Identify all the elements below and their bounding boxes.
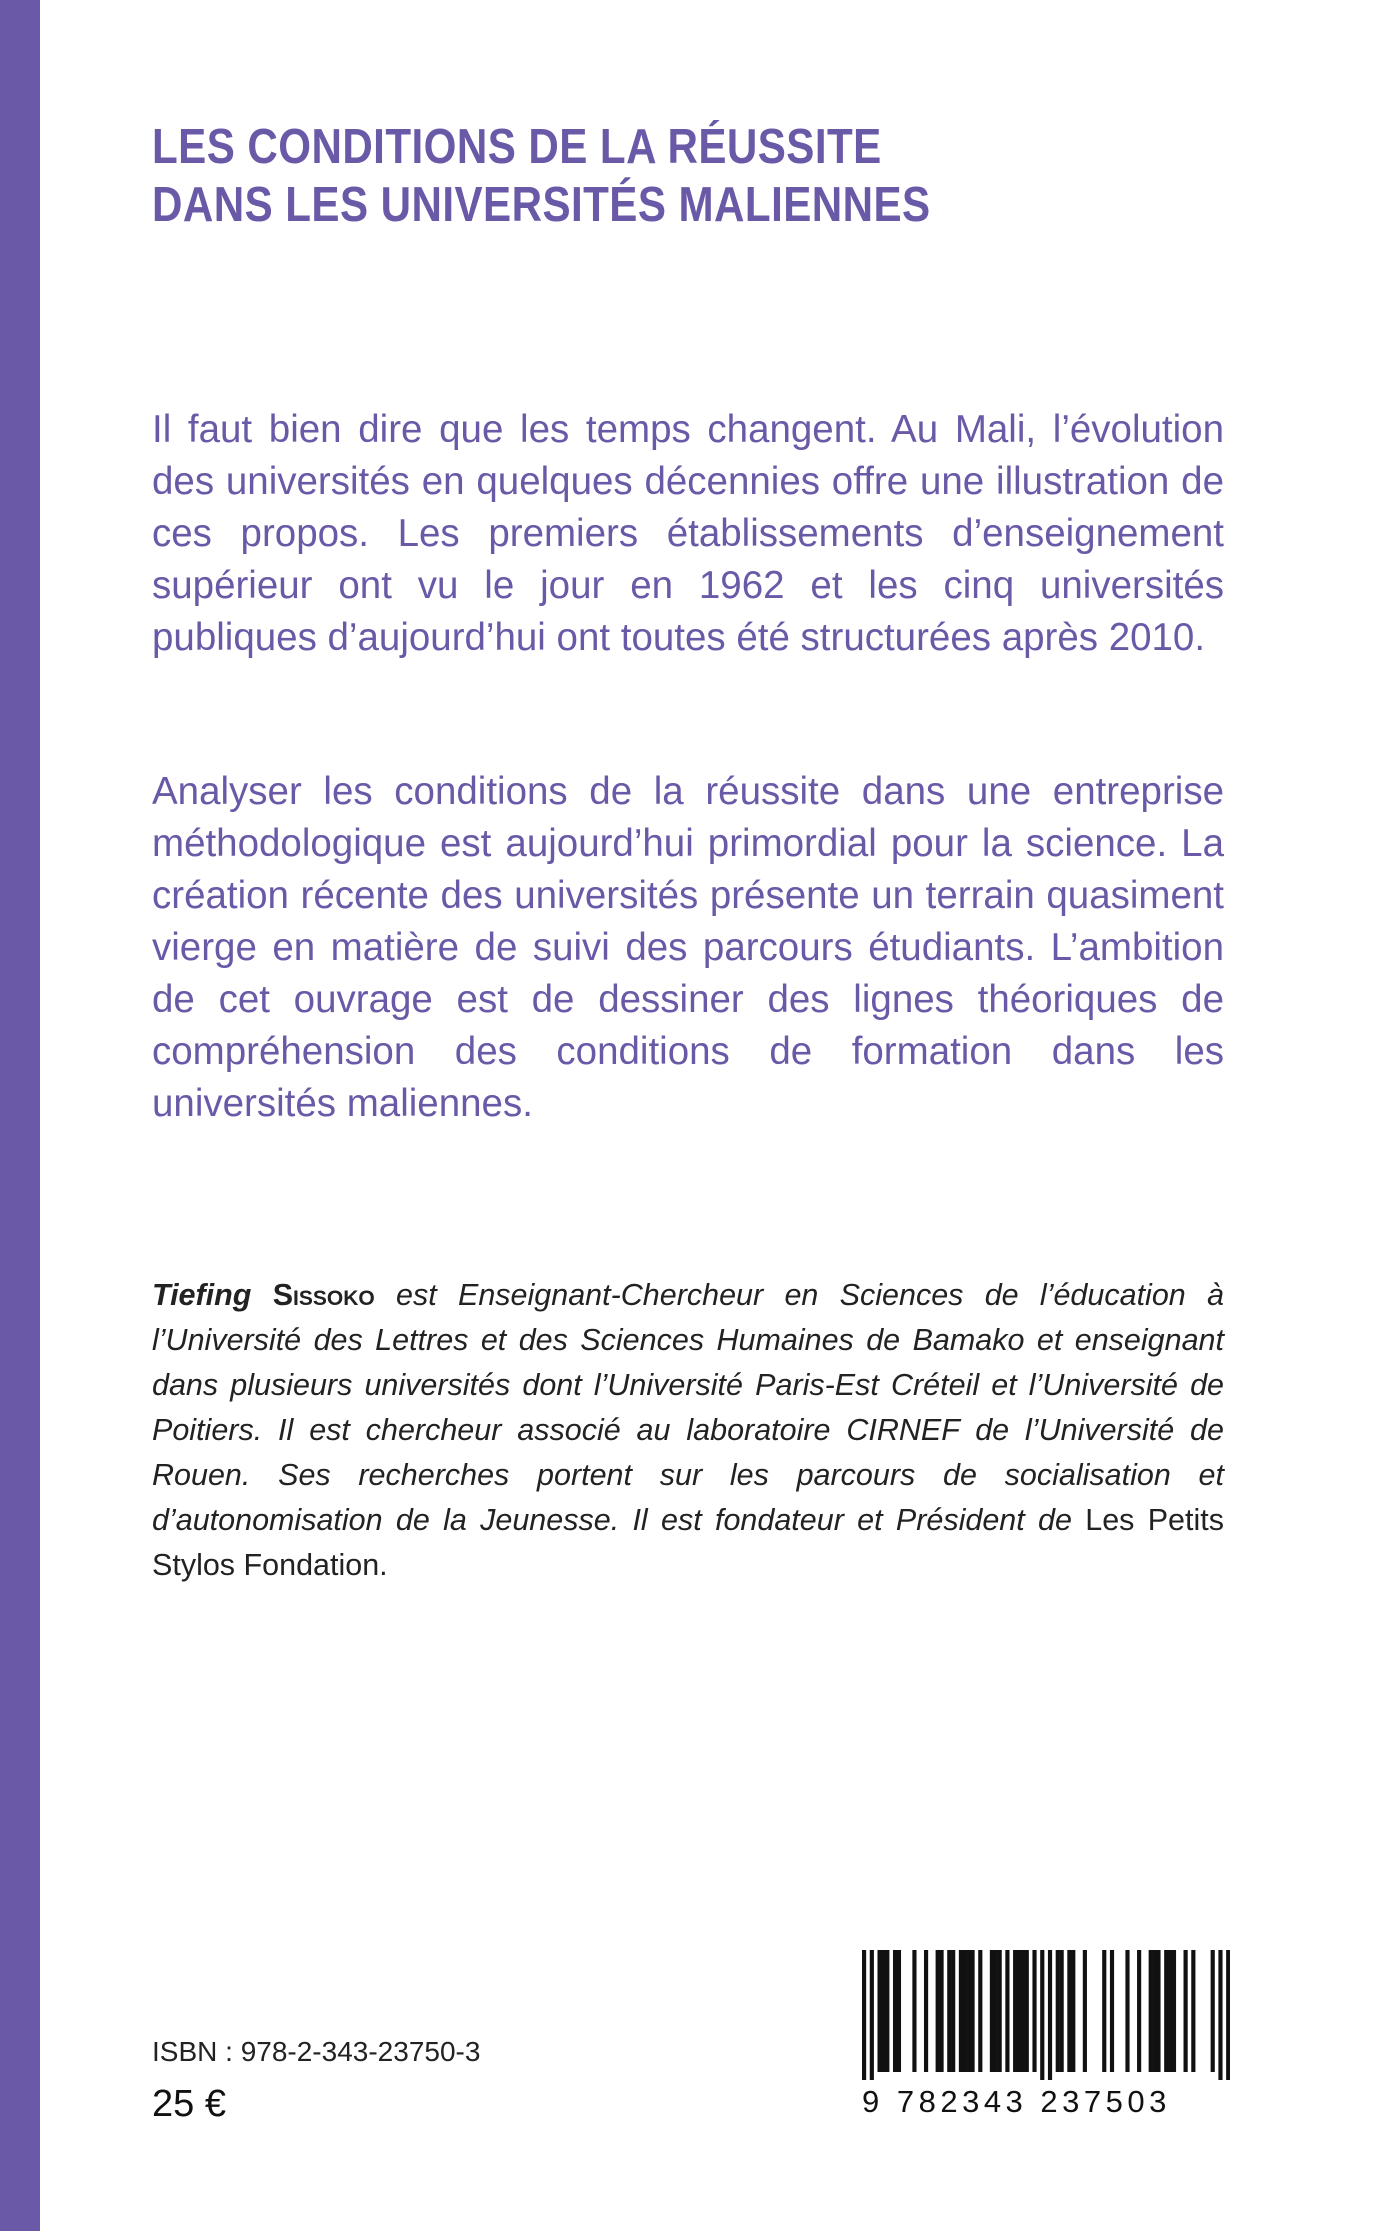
cover-spine-band <box>0 0 40 2231</box>
barcode-bar <box>1083 1950 1087 2072</box>
barcode-bar <box>881 1950 885 2072</box>
barcode-bar <box>897 1950 901 2072</box>
barcode-bar <box>947 1950 951 2072</box>
isbn-label: ISBN : 978-2-343-23750-3 <box>152 2036 481 2067</box>
barcode-bar <box>1060 1950 1064 2072</box>
barcode-bar <box>963 1950 967 2072</box>
barcode-bar <box>1056 1950 1060 2072</box>
summary-paragraph-1: Il faut bien dire que les temps changent. Au Mali, l’évolution des universités en quelques décennies offre une illustration de ces propos. Les premiers établissements d’enseignement supérieur ont vu le jour en 1962 et les cinq universités publiques d’aujourd’hui ont toutes été structurées après 2010. <box>152 408 1224 659</box>
barcode-bar <box>939 1950 943 2072</box>
barcode-bar <box>1172 1950 1176 2072</box>
barcode-bar <box>1048 1950 1052 2080</box>
barcode-bar <box>967 1950 971 2072</box>
barcode-bar <box>1191 1950 1195 2072</box>
barcode-bar <box>1102 1950 1106 2072</box>
barcode-bar <box>1211 1950 1215 2072</box>
author-organization: Les Petits Stylos Fondation. <box>152 1503 1224 1582</box>
barcode-bar <box>1156 1950 1160 2072</box>
author-first-name: Tiefing <box>152 1278 252 1312</box>
barcode-bar <box>951 1950 955 2072</box>
barcode-bar <box>978 1950 982 2072</box>
barcode-bar <box>1153 1950 1157 2072</box>
barcode-bar <box>1025 1950 1029 2072</box>
barcode-bar <box>998 1950 1002 2072</box>
barcode-bar <box>912 1950 916 2072</box>
barcode-digits: 9 782343 237503 <box>862 2084 1171 2119</box>
barcode-bar <box>936 1950 940 2072</box>
barcode-bar <box>959 1950 963 2072</box>
barcode-bar <box>1067 1950 1071 2072</box>
barcode-bar <box>885 1950 889 2072</box>
barcode-bar <box>1164 1950 1168 2072</box>
barcode-bar <box>1149 1950 1153 2072</box>
author-last-name: Sissoko <box>272 1278 375 1312</box>
barcode-bar <box>1110 1950 1114 2072</box>
ean-barcode <box>862 1950 1230 2080</box>
barcode-bar <box>877 1950 881 2072</box>
book-title-line-1: LES CONDITIONS DE LA RÉUSSITE <box>152 120 882 174</box>
barcode-bar <box>1071 1950 1075 2072</box>
barcode-bar <box>1168 1950 1172 2072</box>
barcode-bar <box>862 1950 866 2080</box>
barcode-bar <box>1040 1950 1044 2080</box>
barcode-bar <box>924 1950 928 2072</box>
barcode-bar <box>893 1950 897 2072</box>
barcode-bar <box>1005 1950 1009 2072</box>
barcode-bar <box>1184 1950 1188 2072</box>
barcode-bar <box>870 1950 874 2080</box>
barcode-bar <box>1013 1950 1017 2072</box>
barcode-bar <box>1226 1950 1230 2080</box>
barcode-bar <box>990 1950 994 2072</box>
barcode-bar <box>1032 1950 1036 2072</box>
book-title-line-2: DANS LES UNIVERSITÉS MALIENNES <box>152 178 931 232</box>
price-label: 25 € <box>152 2083 226 2125</box>
barcode-bar <box>1137 1950 1141 2072</box>
author-bio-text: est Enseignant-Chercheur en Sciences de l’éducation à l’Université des Lettres et des Sciences Humaines de Bamako et enseignant dans plusieurs universités dont l’Université Paris-Est Créteil et l’Université de Poitiers. Il est chercheur associé au laboratoire CIRNEF de l’Université de Rouen. Ses recherches portent sur les parcours de socialisation et d’autonomisation de la Jeunesse. Il est fondateur et Président de <box>152 1278 1224 1537</box>
summary-paragraph-2: Analyser les conditions de la réussite dans une entreprise méthodologique est aujourd’hui primordial pour la science. La création récente des universités présente un terrain quasiment vierge en matière de suivi des parcours étudiants. L’ambition de cet ouvrage est de dessiner des lignes théoriques de compréhension des conditions de formation dans les universités maliennes. <box>152 770 1224 1125</box>
barcode-bar <box>994 1950 998 2072</box>
barcode-bar <box>1218 1950 1222 2080</box>
author-biography <box>152 1273 1224 1588</box>
book-title <box>152 118 1098 234</box>
barcode-bar <box>1021 1950 1025 2072</box>
barcode-bar <box>1125 1950 1129 2072</box>
barcode-bar <box>1017 1950 1021 2072</box>
barcode-bar <box>970 1950 974 2072</box>
